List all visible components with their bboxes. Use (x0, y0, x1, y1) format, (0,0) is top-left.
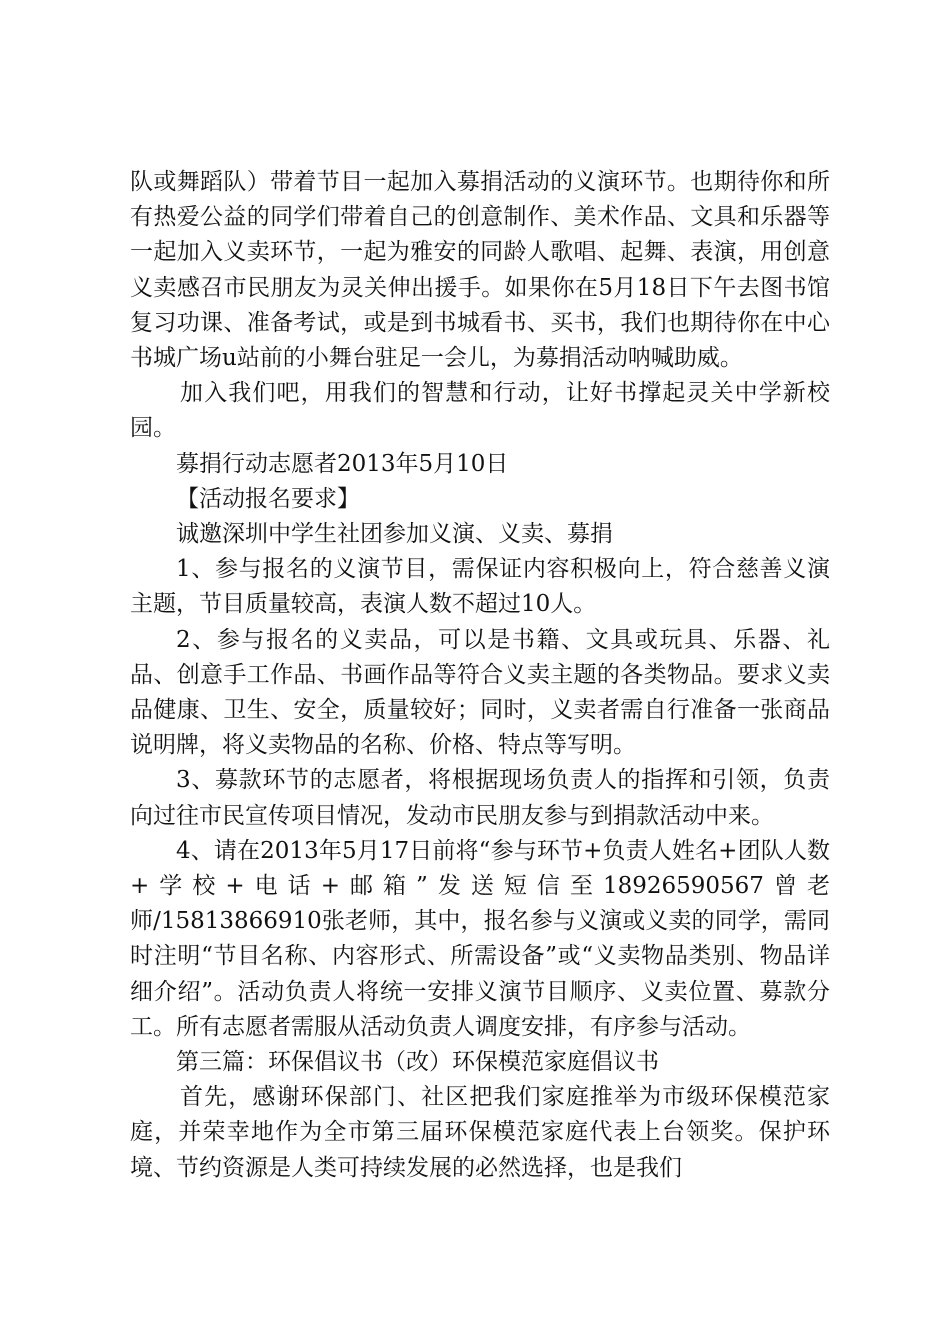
paragraph-signature-date: 募捐行动志愿者2013年5月10日 (176, 450, 509, 477)
paragraph-event-invitation: 队或舞蹈队）带着节目一起加入募捐活动的义演环节。也期待你和所有热爱公益的同学们带着自己的创意制作、美术作品、文具和乐器等一起加入义卖环节，一起为雅安的同龄人歌唱、起舞、表演，用创意义卖感召市民朋友为灵关伸出援手。如果你在5月18日下午去图书馆复习功课、准备考试，或是到书城看书、买书，我们也期待你在中心书城广场u站前的小舞台驻足一会儿，为募捐活动呐喊助威。 (130, 169, 830, 372)
document-body (130, 165, 830, 1186)
list-item-requirement-3: 3、募款环节的志愿者，将根据现场负责人的指挥和引领，负责向过往市民宣传项目情况，发动市民朋友参与到捐款活动中来。 (130, 767, 830, 829)
list-item-requirement-1: 1、参与报名的义演节目，需保证内容积极向上，符合慈善义演主题，节目质量较高，表演人数不超过10人。 (130, 556, 830, 618)
section-heading-registration: 【活动报名要求】 (176, 485, 360, 512)
paragraph-join-us: 加入我们吧，用我们的智慧和行动，让好书撑起灵关中学新校园。 (130, 380, 830, 442)
list-item-requirement-4: 4、请在2013年5月17日前将“参与环节+负责人姓名+团队人数+学校+电话+邮箱”发送短信至18926590567曾老师/15813866910张老师，其中，报名参与义演或义卖的同学，需同时注明“节目名称、内容形式、所需设备”或“义卖物品类别、物品详细介绍”。活动负责人将统一安排义演节目顺序、义卖位置、募款分工。所有志愿者需服从活动负责人调度安排，有序参与活动。 (130, 837, 830, 1040)
section-heading-part-three: 第三篇：环保倡议书（改）环保模范家庭倡议书 (176, 1049, 659, 1076)
paragraph-invitation-clubs: 诚邀深圳中学生社团参加义演、义卖、募捐 (176, 521, 613, 548)
paragraph-eco-family: 首先，感谢环保部门、社区把我们家庭推举为市级环保模范家庭，并荣幸地作为全市第三届环保模范家庭代表上台领奖。保护环境、节约资源是人类可持续发展的必然选择，也是我们 (130, 1084, 830, 1181)
list-item-requirement-2: 2、参与报名的义卖品，可以是书籍、文具或玩具、乐器、礼品、创意手工作品、书画作品等符合义卖主题的各类物品。要求义卖品健康、卫生、安全，质量较好；同时，义卖者需自行准备一张商品说明牌，将义卖物品的名称、价格、特点等写明。 (130, 626, 830, 759)
